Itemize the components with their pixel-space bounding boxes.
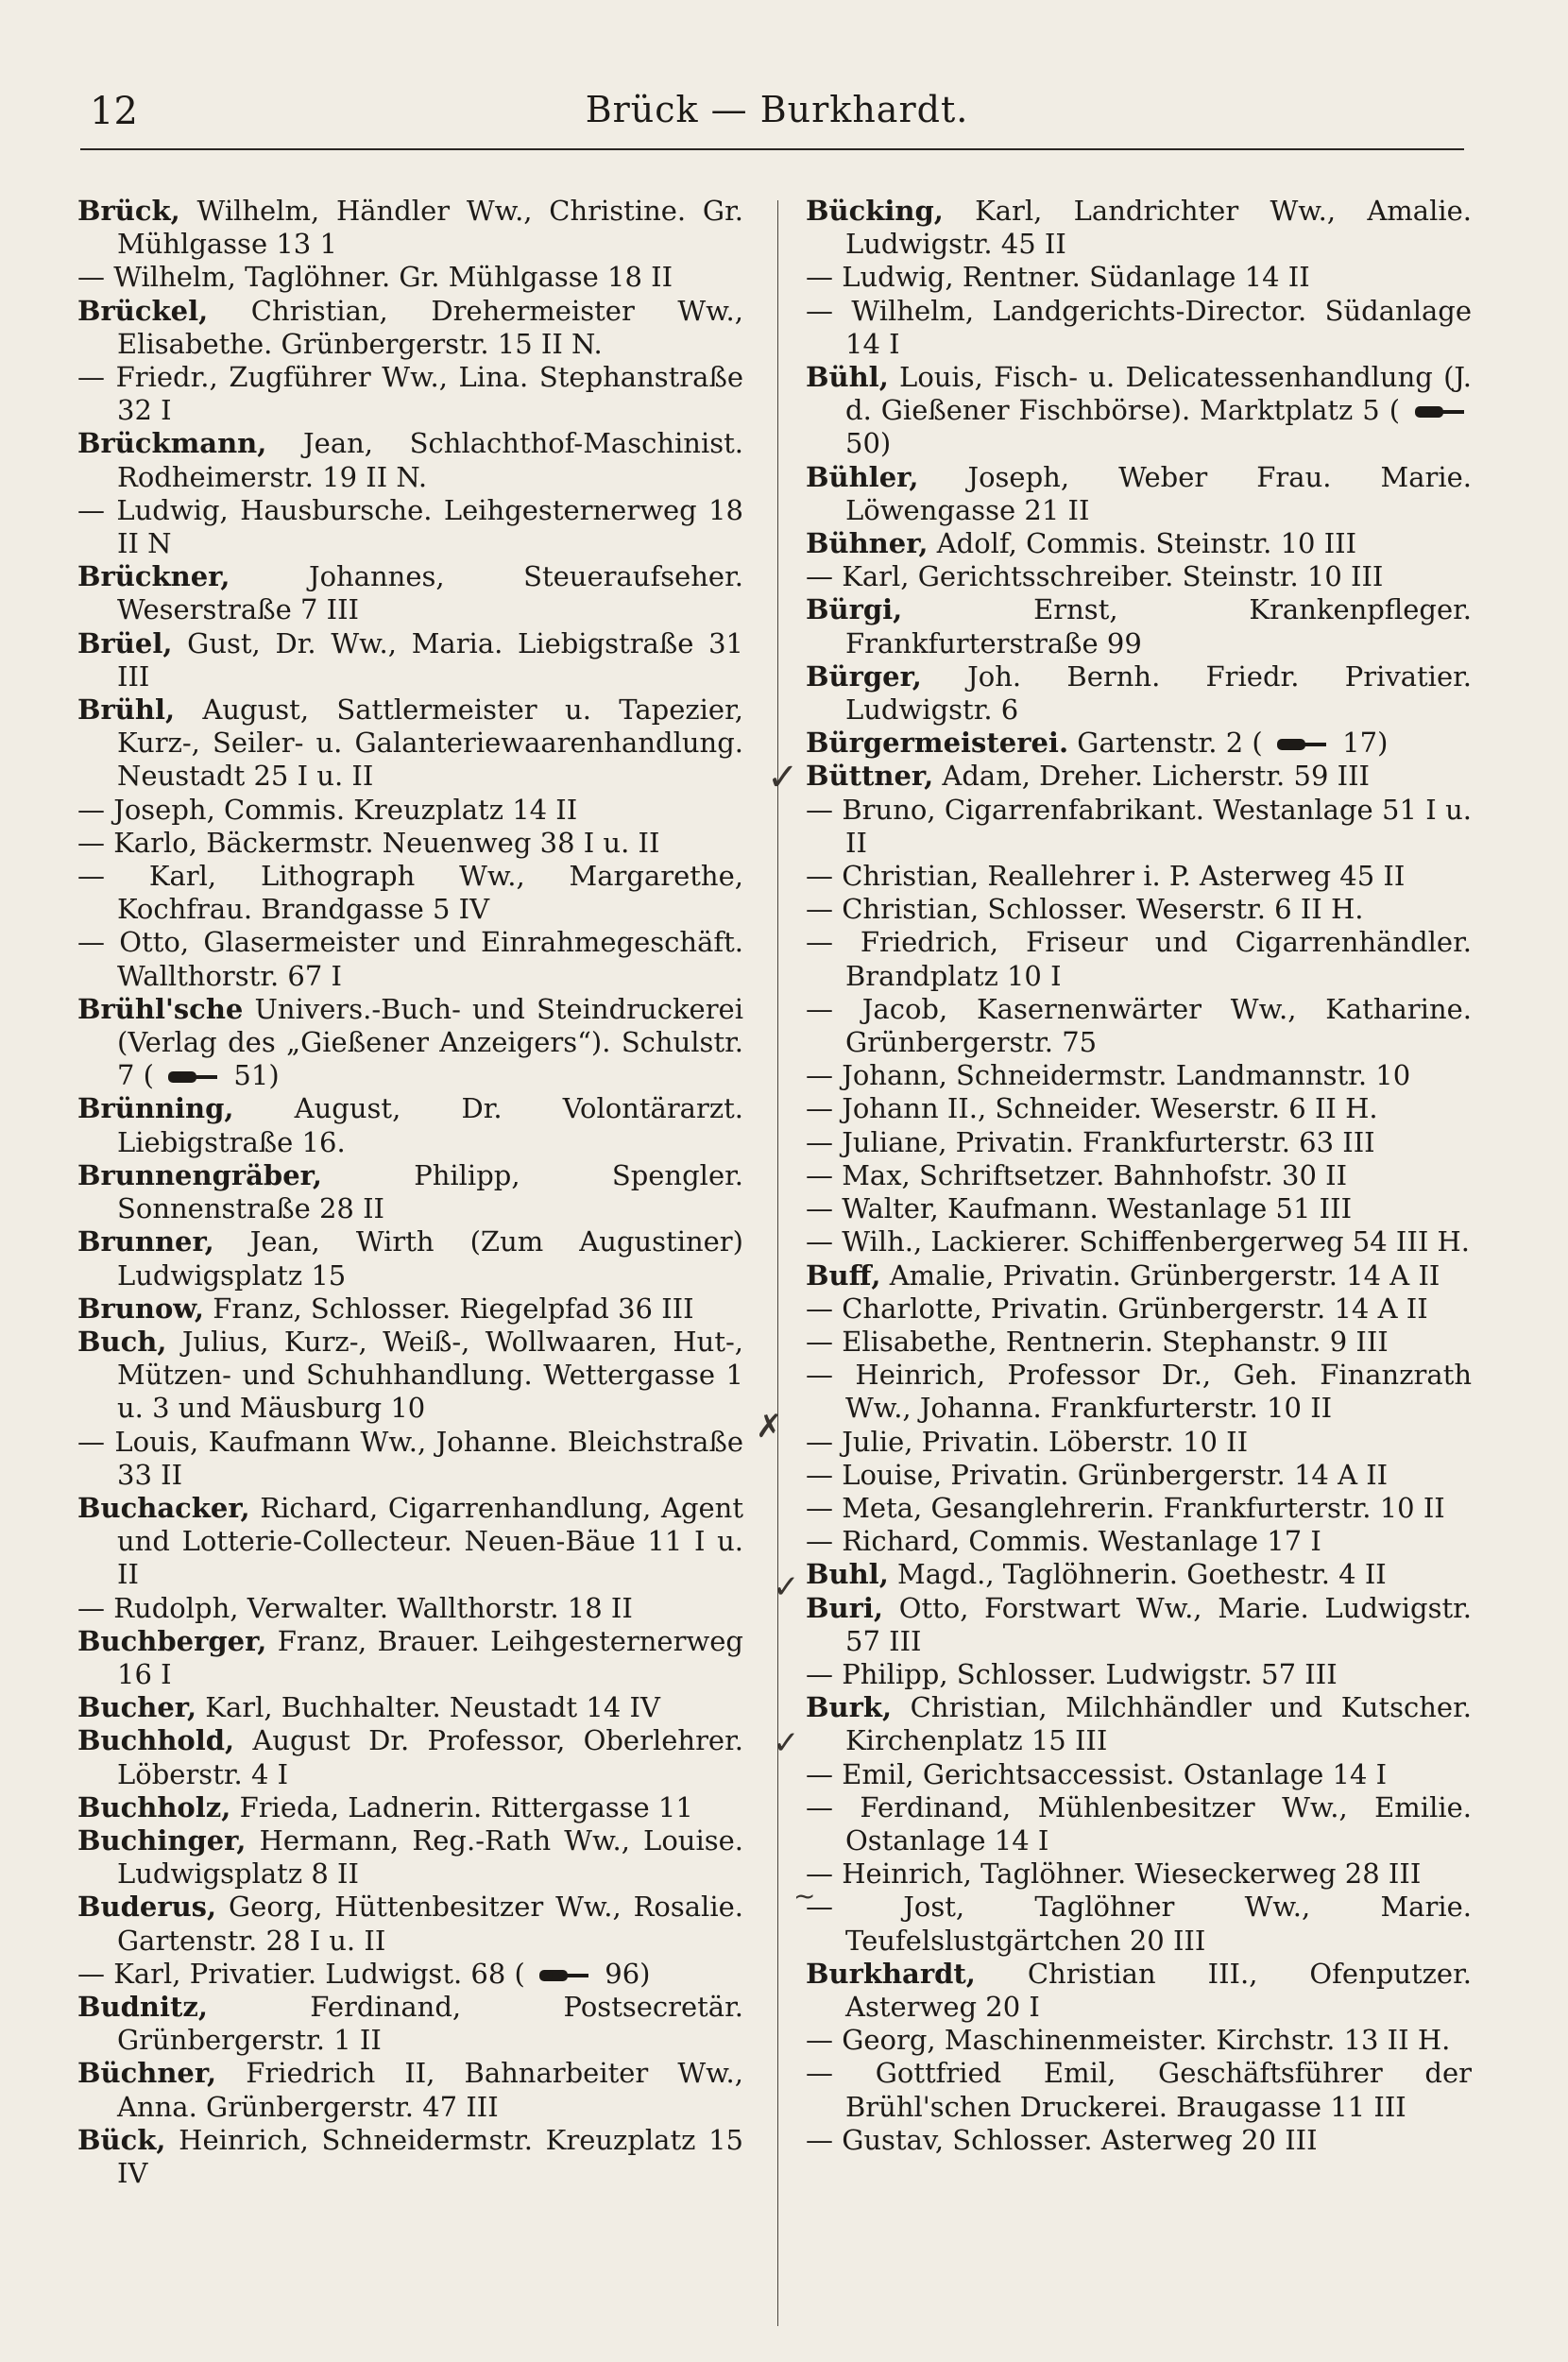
entry-details: — Ferdinand, Mühlenbesitzer Ww., Emilie. Ostanlage 14 I: [806, 1790, 1472, 1857]
entry-details: Karl, Buchhalter. Neustadt 14 IV: [196, 1691, 660, 1724]
directory-entry: [806, 1459, 1472, 1492]
directory-entry: [806, 794, 1472, 860]
entry-surname: Brückel,: [77, 294, 209, 327]
entry-details: — Louise, Privatin. Grünbergerstr. 14 A II: [806, 1458, 1389, 1491]
entry-surname: Buchberger,: [77, 1624, 267, 1657]
entry-details: Frieda, Ladnerin. Rittergasse 11: [230, 1790, 693, 1823]
entry-details: Jean, Wirth (Zum Augustiner) Ludwigsplatz 15: [117, 1225, 743, 1292]
directory-entry: [77, 2124, 743, 2190]
directory-entry: [806, 1126, 1472, 1159]
entry-details: — Friedrich, Friseur und Cigarrenhändler. Brandplatz 10 I: [806, 926, 1472, 992]
directory-entry: [806, 1691, 1472, 1757]
entry-surname: Buhl,: [806, 1558, 889, 1591]
directory-entry: [77, 1958, 743, 1991]
entry-surname: Bürgi,: [806, 593, 903, 626]
directory-entry: [77, 1225, 743, 1292]
entry-surname: Bück,: [77, 2123, 166, 2156]
column-divider: [777, 200, 778, 2326]
entry-details: Hermann, Reg.-Rath Ww., Louise. Ludwigsplatz 8 II: [117, 1823, 743, 1891]
entry-surname: Brunnengräber,: [77, 1158, 322, 1191]
directory-entry: [806, 2024, 1472, 2057]
entry-surname: Brunner,: [77, 1225, 214, 1258]
directory-entry: [806, 1791, 1472, 1857]
entry-details: — Wilh., Lackierer. Schiffenbergerweg 54 III H.: [806, 1225, 1470, 1258]
entry-details: — Georg, Maschinenmeister. Kirchstr. 13 II H.: [806, 2024, 1451, 2057]
entry-details: — Joseph, Commis. Kreuzplatz 14 II: [77, 793, 578, 826]
directory-entry: [806, 926, 1472, 992]
entry-details: Karl, Landrichter Ww., Amalie. Ludwigstr. 45 II: [845, 195, 1472, 261]
cross-mark: ✗: [756, 1408, 783, 1446]
directory-entry: [806, 1658, 1472, 1691]
entry-details: — Rudolph, Verwalter. Wallthorstr. 18 II: [77, 1591, 633, 1624]
entry-details: — Richard, Commis. Westanlage 17 I: [806, 1525, 1321, 1558]
entry-surname: Buch,: [77, 1325, 167, 1358]
entry-details: Adolf, Commis. Steinstr. 10 III: [928, 527, 1357, 560]
entry-details: — Heinrich, Taglöhner. Wieseckerweg 28 III: [806, 1857, 1422, 1891]
entry-surname: Bühler,: [806, 460, 919, 493]
directory-entry: [77, 860, 743, 926]
entry-details: — Walter, Kaufmann. Westanlage 51 III: [806, 1192, 1353, 1225]
directory-entry: [77, 1292, 743, 1326]
entry-details: — Emil, Gerichtsaccessist. Ostanlage 14 I: [806, 1757, 1388, 1790]
page-number: 12: [90, 90, 138, 133]
entry-details: Joseph, Weber Frau. Marie. Löwengasse 21 II: [845, 460, 1472, 526]
directory-entry: [806, 461, 1472, 527]
entry-details: — Meta, Gesanglehrerin. Frankfurterstr. 10 II: [806, 1491, 1445, 1524]
directory-entry: [77, 1791, 743, 1824]
directory-entry: [806, 727, 1472, 760]
directory-entry: [806, 1525, 1472, 1558]
entry-surname: Buchinger,: [77, 1823, 247, 1857]
directory-entry: [806, 2124, 1472, 2157]
entry-surname: Brückner,: [77, 560, 230, 593]
telephone-hand-icon: [1413, 402, 1468, 422]
directory-entry: [77, 1426, 743, 1492]
entry-surname: Bürgermeisterei.: [806, 727, 1069, 760]
directory-entry: [77, 295, 743, 361]
entry-surname: Bürger,: [806, 659, 922, 693]
entry-details: — Heinrich, Professor Dr., Geh. Finanzrath Ww., Johanna. Frankfurterstr. 10 II: [806, 1359, 1472, 1425]
telephone-hand-icon: [1275, 734, 1330, 755]
directory-entry: [77, 261, 743, 294]
directory-entry: [806, 1092, 1472, 1125]
directory-entry: [77, 627, 743, 693]
entry-details: — Philipp, Schlosser. Ludwigstr. 57 III: [806, 1657, 1338, 1690]
entry-details: Magd., Taglöhnerin. Goethestr. 4 II: [888, 1558, 1387, 1591]
running-head: Brück — Burkhardt.: [585, 89, 969, 130]
directory-entry: [806, 1159, 1472, 1192]
entry-details: — Ludwig, Hausbursche. Leihgesternerweg 18 II N: [77, 493, 743, 560]
entry-details: — Karl, Privatier. Ludwigst. 68 (: [77, 1957, 525, 1990]
right-column: [806, 195, 1472, 2157]
check-mark: ✓: [773, 1724, 800, 1762]
directory-entry: [806, 1592, 1472, 1658]
check-mark: ✓: [767, 756, 799, 799]
entry-details: — Gustav, Schlosser. Asterweg 20 III: [806, 2123, 1318, 2156]
directory-entry: [77, 1691, 743, 1724]
entry-surname: Buderus,: [77, 1891, 217, 1924]
directory-entry: [77, 195, 743, 261]
entry-details: — Max, Schriftsetzer. Bahnhofstr. 30 II: [806, 1158, 1348, 1191]
directory-entry: [806, 660, 1472, 727]
header-rule: [80, 148, 1464, 150]
entry-details: Julius, Kurz-, Weiß-, Wollwaaren, Hut-, Mützen- und Schuhhandlung. Wettergasse 1 u. 3 und Mäusburg 10: [117, 1325, 743, 1425]
directory-entry: [806, 1059, 1472, 1092]
directory-entry: [77, 926, 743, 992]
directory-entry: [77, 1592, 743, 1625]
entry-details: Georg, Hüttenbesitzer Ww., Rosalie. Gartenstr. 28 I u. II: [117, 1891, 743, 1957]
entry-details: Amalie, Privatin. Grünbergerstr. 14 A II: [880, 1258, 1440, 1292]
directory-entry: [806, 1492, 1472, 1525]
entry-details: Wilhelm, Händler Ww., Christine. Gr. Mühlgasse 13 1: [117, 195, 743, 261]
left-column: [77, 195, 743, 2190]
directory-entry: [806, 893, 1472, 926]
entry-surname: Bühl,: [806, 361, 889, 394]
entry-details: August, Dr. Volontärarzt. Liebigstraße 16.: [117, 1092, 743, 1158]
entry-details: Christian III., Ofenputzer. Asterweg 20 I: [845, 1957, 1472, 2023]
directory-entry: [77, 693, 743, 794]
directory-entry: [806, 593, 1472, 659]
directory-entry: [806, 1758, 1472, 1791]
entry-details: Ferdinand, Postsecretär. Grünbergerstr. 1 II: [117, 1990, 743, 2057]
entry-details: — Ludwig, Rentner. Südanlage 14 II: [806, 261, 1310, 294]
directory-entry: [806, 361, 1472, 461]
entry-surname: Bühner,: [806, 527, 929, 560]
entry-surname: Bücking,: [806, 195, 944, 227]
entry-details: Otto, Forstwart Ww., Marie. Ludwigstr. 57 III: [845, 1591, 1472, 1657]
entry-details: Franz, Brauer. Leihgesternerweg 16 I: [117, 1624, 743, 1690]
entry-details: — Elisabethe, Rentnerin. Stephanstr. 9 III: [806, 1325, 1389, 1358]
directory-entry: [806, 1857, 1472, 1891]
entry-details: — Charlotte, Privatin. Grünbergerstr. 14 A II: [806, 1292, 1428, 1325]
directory-entry: [806, 1225, 1472, 1258]
directory-entry: [77, 1991, 743, 2057]
entry-surname: Brüel,: [77, 626, 173, 659]
entry-details: Christian, Drehermeister Ww., Elisabethe. Grünbergerstr. 15 II N.: [117, 294, 743, 360]
entry-details: — Juliane, Privatin. Frankfurterstr. 63 III: [806, 1125, 1375, 1158]
directory-entry: [806, 1958, 1472, 2024]
entry-details: August Dr. Professor, Oberlehrer. Löberstr. 4 I: [117, 1724, 743, 1790]
entry-details: — Johann, Schneidermstr. Landmannstr. 10: [806, 1059, 1411, 1092]
entry-surname: Brühl,: [77, 693, 176, 727]
directory-entry: [77, 794, 743, 827]
directory-entry: [77, 2057, 743, 2123]
directory-entry: [806, 560, 1472, 593]
entry-surname: Brunow,: [77, 1292, 204, 1325]
entry-surname: Buff,: [806, 1258, 881, 1292]
entry-details: — Jost, Taglöhner Ww., Marie. Teufelslustgärtchen 20 III: [806, 1891, 1472, 1957]
entry-details: — Jacob, Kasernenwärter Ww., Katharine. Grünbergerstr. 75: [806, 992, 1472, 1059]
entry-surname: Buri,: [806, 1591, 883, 1624]
directory-entry: [806, 2057, 1472, 2123]
directory-entry: [77, 827, 743, 860]
directory-entry: [806, 1259, 1472, 1292]
directory-entry: [77, 1625, 743, 1691]
entry-details: — Karlo, Bäckermstr. Neuenweg 38 I u. II: [77, 826, 660, 859]
entry-surname: Buchhold,: [77, 1724, 235, 1757]
directory-entry: [806, 1292, 1472, 1326]
entry-details: — Karl, Gerichtsschreiber. Steinstr. 10 III: [806, 560, 1384, 593]
directory-entry: [77, 560, 743, 626]
entry-surname: Brünning,: [77, 1092, 234, 1125]
entry-details: — Christian, Schlosser. Weserstr. 6 II H.: [806, 893, 1364, 926]
entry-details: — Otto, Glasermeister und Einrahmegeschäft. Wallthorstr. 67 I: [77, 926, 743, 992]
entry-details: — Julie, Privatin. Löberstr. 10 II: [806, 1425, 1249, 1458]
entry-surname: Brühl'sche: [77, 992, 244, 1025]
telephone-number: 51): [233, 1059, 280, 1092]
directory-entry: [806, 1326, 1472, 1359]
entry-details: Gartenstr. 2 (: [1068, 727, 1263, 760]
entry-surname: Bucher,: [77, 1691, 197, 1724]
entry-details: — Johann II., Schneider. Weserstr. 6 II H.: [806, 1092, 1378, 1125]
entry-details: Louis, Fisch- u. Delicatessenhandlung (J. d. Gießener Fischbörse). Marktplatz 5 (: [845, 361, 1472, 427]
telephone-number: 96): [605, 1957, 651, 1990]
directory-entry: [806, 1192, 1472, 1225]
directory-entry: [806, 195, 1472, 261]
entry-details: — Bruno, Cigarrenfabrikant. Westanlage 51 I u. II: [806, 793, 1472, 859]
entry-surname: Burk,: [806, 1691, 893, 1724]
check-mark: ✓: [773, 1568, 800, 1606]
entry-details: — Gottfried Emil, Geschäftsführer der Brühl'schen Druckerei. Braugasse 11 III: [806, 2057, 1472, 2123]
entry-surname: Buchacker,: [77, 1491, 250, 1524]
directory-entry: [806, 760, 1472, 793]
directory-entry: [77, 1326, 743, 1426]
directory-entry: [806, 1359, 1472, 1425]
directory-entry: [77, 427, 743, 493]
directory-entry: [77, 361, 743, 427]
directory-entry: [806, 261, 1472, 294]
entry-details: Johannes, Steueraufseher. Weserstraße 7 III: [117, 560, 743, 626]
directory-entry: [806, 295, 1472, 361]
entry-details: — Wilhelm, Taglöhner. Gr. Mühlgasse 18 II: [77, 261, 673, 294]
directory-entry: [806, 1426, 1472, 1459]
entry-surname: Brück,: [77, 195, 180, 227]
entry-details: Adam, Dreher. Licherstr. 59 III: [933, 760, 1370, 793]
entry-details: Joh. Bernh. Friedr. Privatier. Ludwigstr. 6: [845, 659, 1472, 727]
directory-entry: [77, 1824, 743, 1891]
entry-surname: Buchholz,: [77, 1790, 231, 1823]
entry-details: Jean, Schlachthof-Maschinist. Rodheimerstr. 19 II N.: [117, 427, 743, 493]
telephone-number: 17): [1342, 727, 1389, 760]
entry-details: Gust, Dr. Ww., Maria. Liebigstraße 31 III: [117, 626, 743, 693]
entry-surname: Büttner,: [806, 760, 934, 793]
entry-surname: Burkhardt,: [806, 1957, 976, 1990]
entry-details: Friedrich II, Bahnarbeiter Ww., Anna. Grünbergerstr. 47 III: [117, 2057, 743, 2123]
directory-entry: [77, 993, 743, 1093]
directory-entry: [77, 1724, 743, 1790]
telephone-number: 50): [845, 427, 892, 460]
directory-entry: [806, 1558, 1472, 1591]
entry-details: Univers.-Buch- und Steindruckerei (Verlag des „Gießener Anzeigers“). Schulstr. 7 (: [117, 992, 743, 1092]
entry-surname: Brückmann,: [77, 427, 267, 460]
page-header: [90, 87, 1464, 153]
entry-details: — Karl, Lithograph Ww., Margarethe, Kochfrau. Brandgasse 5 IV: [77, 860, 743, 926]
entry-details: August, Sattlermeister u. Tapezier, Kurz-, Seiler- u. Galanteriewaarenhandlung. Neustadt 25 I u. II: [117, 693, 743, 793]
directory-entry: [77, 1891, 743, 1957]
entry-details: — Wilhelm, Landgerichts-Director. Südanlage 14 I: [806, 294, 1472, 360]
entry-details: Ernst, Krankenpfleger. Frankfurterstraße 99: [845, 593, 1472, 659]
entry-details: Philipp, Spengler. Sonnenstraße 28 II: [117, 1158, 743, 1225]
entry-surname: Büchner,: [77, 2057, 217, 2090]
entry-surname: Budnitz,: [77, 1990, 208, 2023]
entry-details: Heinrich, Schneidermstr. Kreuzplatz 15 IV: [117, 2123, 743, 2189]
directory-entry: [806, 1891, 1472, 1957]
entry-details: Christian, Milchhändler und Kutscher. Kirchenplatz 15 III: [845, 1691, 1472, 1757]
telephone-hand-icon: [166, 1067, 221, 1087]
directory-entry: [77, 1092, 743, 1158]
entry-details: — Louis, Kaufmann Ww., Johanne. Bleichstraße 33 II: [77, 1425, 743, 1491]
entry-details: — Christian, Reallehrer i. P. Asterweg 45 II: [806, 860, 1406, 893]
entry-details: Franz, Schlosser. Riegelpfad 36 III: [204, 1292, 694, 1325]
telephone-hand-icon: [537, 1965, 592, 1986]
directory-entry: [806, 527, 1472, 560]
directory-entry: [77, 1492, 743, 1592]
directory-entry: [77, 1159, 743, 1225]
entry-details: — Friedr., Zugführer Ww., Lina. Stephanstraße 32 I: [77, 361, 743, 427]
pencil-mark: ~: [793, 1880, 816, 1911]
directory-entry: [806, 860, 1472, 893]
entry-details: Richard, Cigarrenhandlung, Agent und Lotterie-Collecteur. Neuen-Bäue 11 I u. II: [117, 1491, 743, 1591]
directory-entry: [806, 993, 1472, 1059]
directory-entry: [77, 494, 743, 560]
